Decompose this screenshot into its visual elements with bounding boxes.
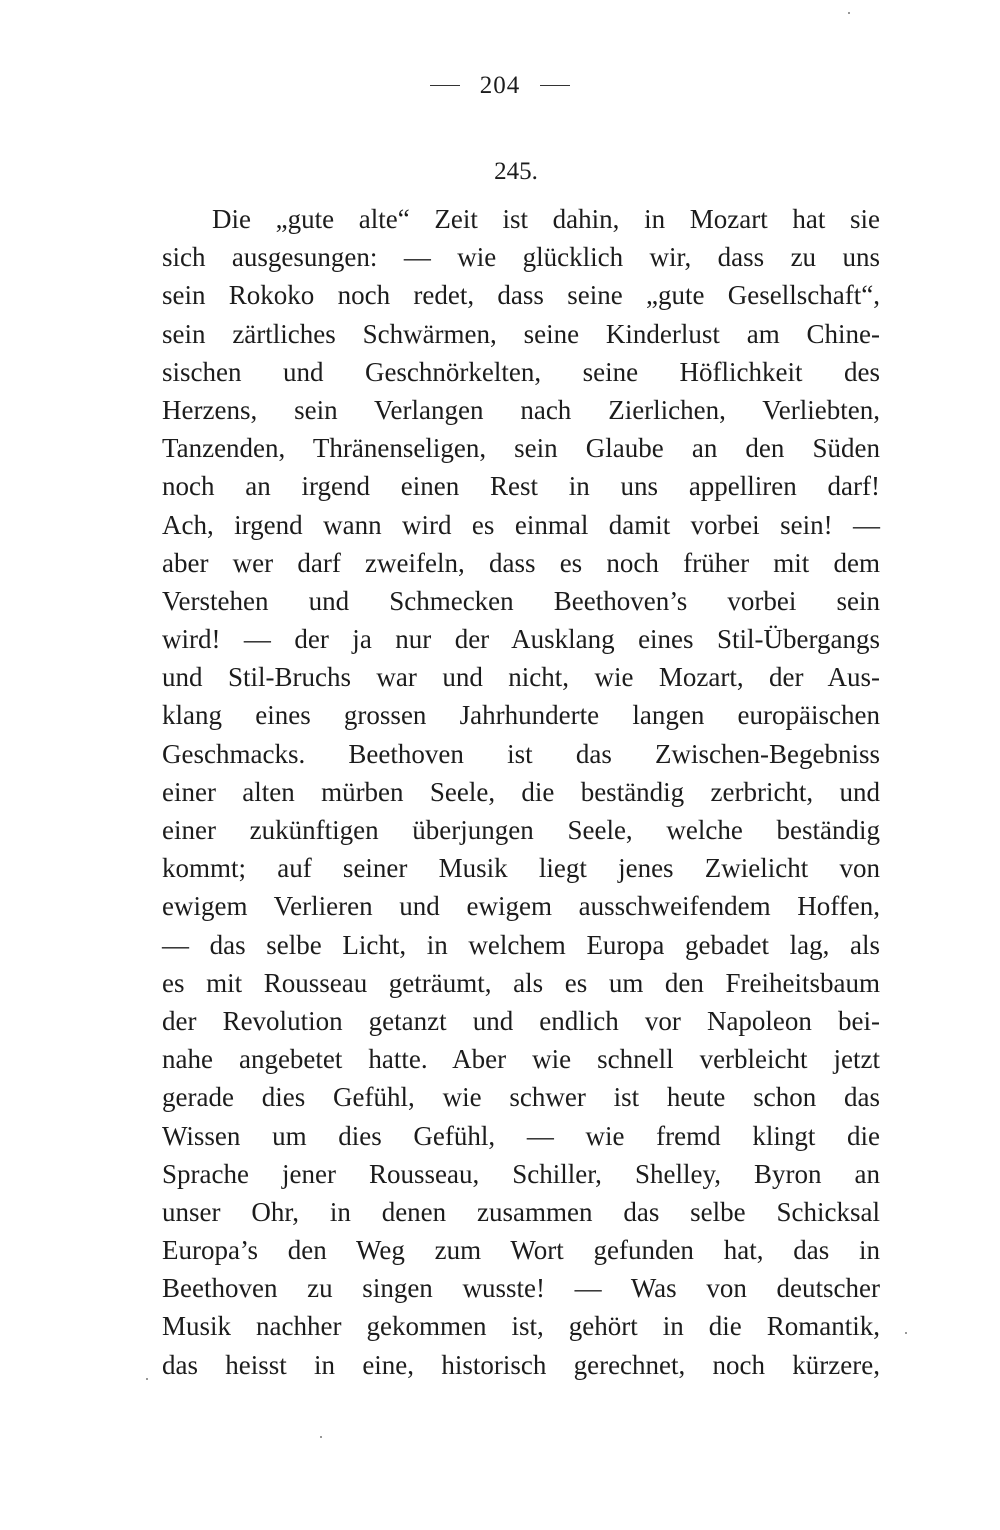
text-line: das heisst in eine, historisch gerechnet, noch kürzere, [162, 1349, 880, 1380]
text-line: ewigem Verlieren und ewigem ausschweifendem Hoffen, [162, 891, 880, 922]
text-line: Europa’s den Weg zum Wort gefunden hat, das in [162, 1235, 880, 1266]
text-line: sein zärtliches Schwärmen, seine Kinderlust am Chine- [162, 318, 880, 349]
text-line: Die „gute alte“ Zeit ist dahin, in Mozart hat sie [212, 204, 880, 234]
text-line: kommt; auf seiner Musik liegt jenes Zwielicht von [162, 853, 880, 884]
text-line: sein Rokoko noch redet, dass seine „gute Gesellschaft“, [162, 280, 880, 311]
text-line: Musik nachher gekommen ist, gehört in die Romantik, [162, 1311, 880, 1342]
text-line: und Stil-Bruchs war und nicht, wie Mozart, der Aus- [162, 662, 880, 693]
text-line: einer alten mürben Seele, die beständig zerbricht, und [162, 776, 880, 807]
text-line: der Revolution getanzt und endlich vor Napoleon bei- [162, 1005, 880, 1036]
text-line: noch an irgend einen Rest in uns appelliren darf! [162, 471, 880, 502]
text-line: gerade dies Gefühl, wie schwer ist heute schon das [162, 1082, 880, 1113]
text-line: aber wer darf zweifeln, dass es noch früher mit dem [162, 547, 880, 578]
paper-speck [146, 1378, 148, 1380]
running-head-dash-left [430, 85, 460, 86]
text-line: sich ausgesungen: — wie glücklich wir, dass zu uns [162, 242, 880, 273]
text-line: Verstehen und Schmecken Beethoven’s vorbei sein [162, 585, 880, 616]
text-line: einer zukünftigen überjungen Seele, welche beständig [162, 815, 880, 845]
text-line: — das selbe Licht, in welchem Europa gebadet lag, als [162, 929, 880, 960]
body-text [162, 200, 880, 1384]
text-line: Wissen um dies Gefühl, — wie fremd klingt die [162, 1120, 880, 1151]
paper-speck [848, 12, 850, 14]
running-head [0, 72, 1000, 100]
text-line: wird! — der ja nur der Ausklang eines Stil-Übergangs [162, 624, 880, 655]
text-line: Herzens, sein Verlangen nach Zierlichen, Verliebten, [162, 394, 880, 425]
text-line: nahe angebetet hatte. Aber wie schnell verbleicht jetzt [162, 1044, 880, 1075]
text-line: klang eines grossen Jahrhunderte langen europäischen [162, 700, 880, 731]
paper-speck [905, 1332, 907, 1334]
text-line: Geschmacks. Beethoven ist das Zwischen-Begebniss [162, 738, 880, 769]
section-number: 245. [494, 158, 538, 185]
text-line: unser Ohr, in denen zusammen das selbe Schicksal [162, 1196, 880, 1227]
text-line: sischen und Geschnörkelten, seine Höflichkeit des [162, 356, 880, 387]
text-line: Sprache jener Rousseau, Schiller, Shelley, Byron an [162, 1158, 880, 1189]
paper-speck [320, 1436, 322, 1438]
text-line: Beethoven zu singen wusste! — Was von deutscher [162, 1273, 880, 1304]
page-number: 204 [479, 72, 521, 99]
running-head-dash-right [540, 85, 570, 86]
text-line: es mit Rousseau geträumt, als es um den Freiheitsbaum [162, 967, 880, 998]
text-line: Tanzenden, Thränenseligen, sein Glaube an den Süden [162, 433, 880, 464]
text-line: Ach, irgend wann wird es einmal damit vorbei sein! — [162, 509, 880, 540]
